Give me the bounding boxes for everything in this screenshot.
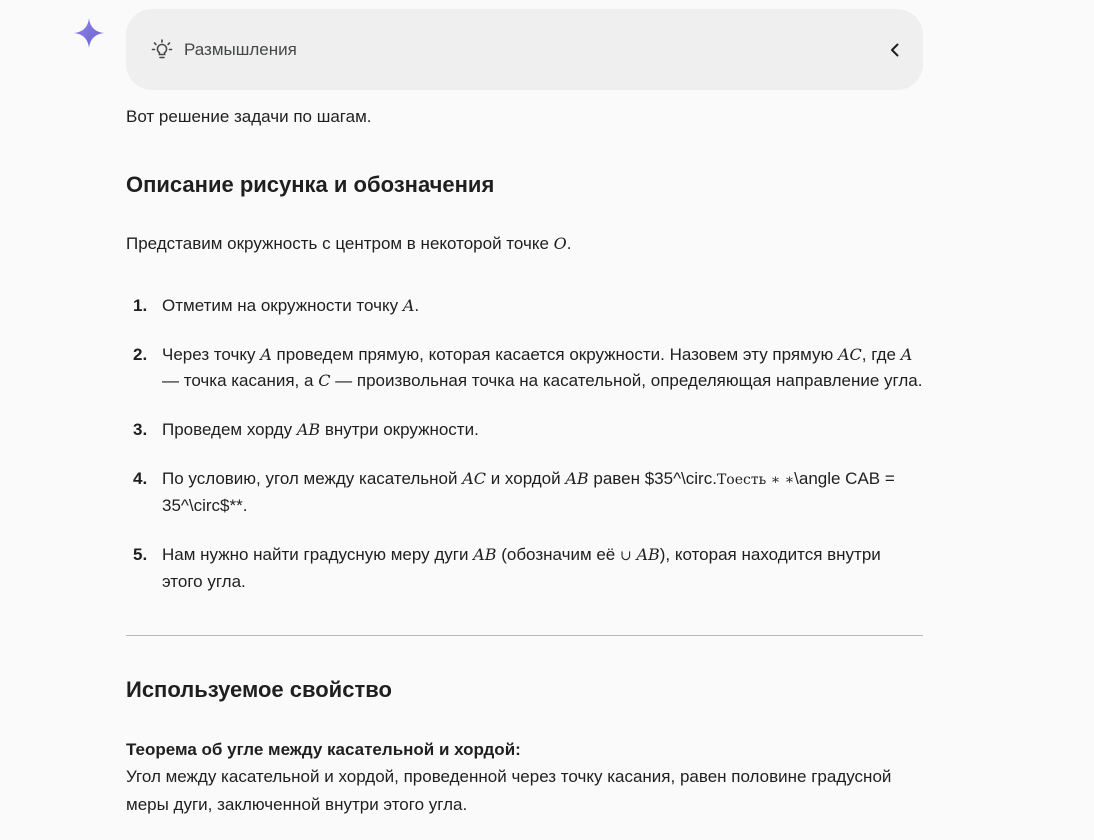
arc-symbol: ∪ xyxy=(619,548,632,564)
intro-text: Вот решение задачи по шагам. xyxy=(126,107,372,126)
list-item: 2. Через точку A проведем прямую, которая касается окружности. Назовем эту прямую AC, где A — точка касания, а C — произвольная точка на касательной, определяющая направление угла. xyxy=(133,345,923,390)
list-item: 1. Отметим на окружности точку A. xyxy=(133,296,420,315)
list-item: 3. Проведем хорду AB внутри окружности. xyxy=(133,420,479,439)
response-content xyxy=(126,9,923,819)
chevron-left-icon[interactable] xyxy=(885,40,905,60)
steps-list xyxy=(126,293,923,595)
section-heading-property: Используемое свойство xyxy=(126,677,392,702)
theorem-title: Теорема об угле между касательной и хордой: xyxy=(126,740,521,759)
list-item: 5. Нам нужно найти градусную меру дуги AB (обозначим её ∪ AB), которая находится внутри этого угла. xyxy=(133,545,881,591)
list-item: 4. По условию, угол между касательной AC и хордой AB равен $35^\circ.Тоесть ∗ ∗\angle CAB = 35^\circ$**. xyxy=(133,469,895,515)
theorem-body: Угол между касательной и хордой, проведенной через точку касания, равен половине градусной меры дуги, заключенной внутри этого угла. xyxy=(126,767,892,814)
section-divider xyxy=(126,635,923,636)
thinking-label: Размышления xyxy=(184,39,297,59)
sparkle-icon xyxy=(73,17,105,49)
section-heading-description: Описание рисунка и обозначения xyxy=(126,172,495,197)
thinking-toggle[interactable] xyxy=(126,9,923,90)
circle-paragraph: Представим окружность с центром в некоторой точке O. xyxy=(126,234,572,253)
math-o: O xyxy=(553,234,567,253)
lightbulb-icon xyxy=(150,38,174,62)
